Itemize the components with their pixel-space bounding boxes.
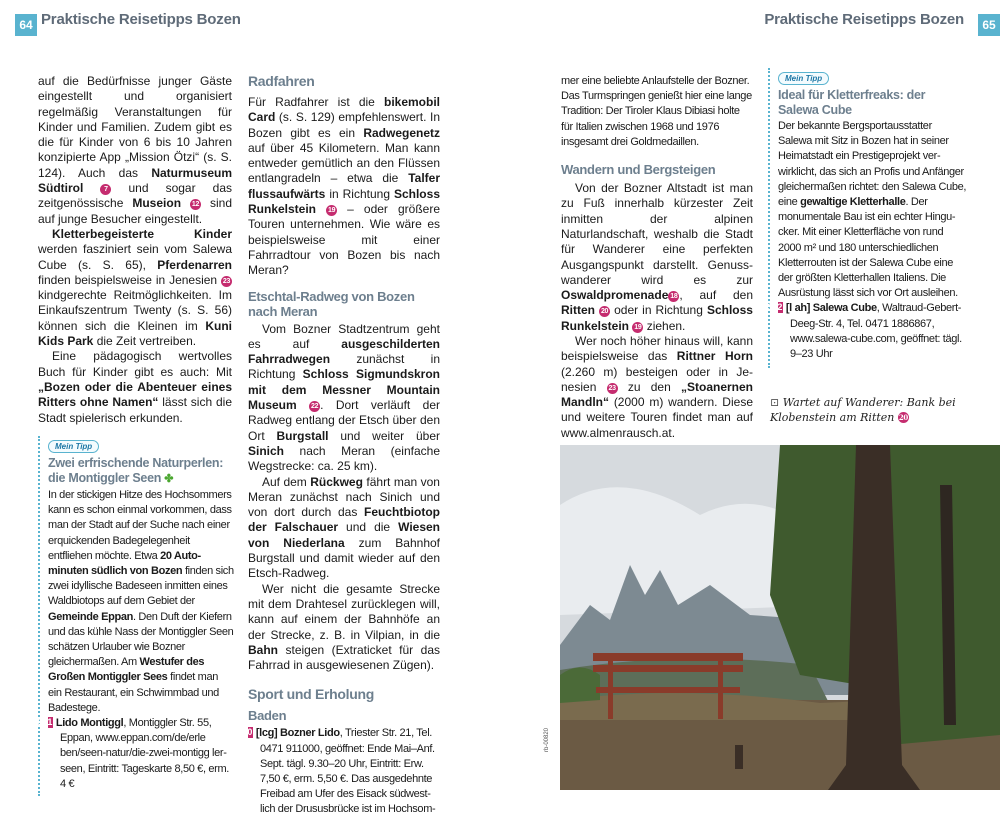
mein-tipp-box-montiggl (38, 436, 234, 796)
kids-paragraph-3: Eine pädagogisch wertvolles Buch für Kinder gibt es auch: Mit „Bozen oder die Abenteuer eines Ritters ohne Namen“ lässt sich die Stadt spielerisch erkunden. (38, 349, 233, 425)
mein-tipp-badge: Mein Tipp (778, 72, 829, 85)
wandern-paragraph-1: Von der Bozner Altstadt ist man zu Fuß innerhalb kürzester Zeit inmitten der alpinen Naturlandschaft, weshalb die Stadt für Wanderer eine perfekten Ausgangspunkt darstellt. Genusswanderer wird es zur Oswaldpromenade 18 , auf den Ritten 20 oder in Richtung Schloss Runkelstein 19 ziehen. (561, 181, 753, 333)
etschtal-paragraph-3: Wer nicht die gesamte Strecke mit dem Drahtesel zurücklegen will, kann auf einem der Bahnhöfe an der Strecke, z. B. in Vilpian, in die Bahn steigen (Extraticket für das Fahrrad in ausgewiesenen Zügen). (248, 581, 440, 673)
mein-tipp-badge: Mein Tipp (48, 440, 99, 453)
tip-text: In der stickigen Hitze des Hochsommers kann es schon einmal vorkommen, dass man der Stadt auf der Suche nach einer erquickenden Badegelegenheit entfliehen möchte. Etwa 20 Autominuten südlich von Bozen finden sich zwei idyllische Badeseen inmitten eines Waldbiotops auf dem Gebiet der Gemeinde Eppan. Den Duft der Kiefern und das kühle Nass der Montiggler Seen schätzen Urlauber wie Bozner gleichermaßen. Am Westufer des Großen Montiggler Sees findet man ein Restaurant, ein Schwimmbad und Badestege. (48, 489, 234, 714)
photo-caption-icon: ⊡ (770, 396, 780, 409)
heading-radfahren: Radfahren (248, 73, 315, 89)
left-page (0, 0, 500, 816)
photo-shrub (560, 668, 600, 704)
listing-tag[interactable]: S50 (237, 727, 253, 738)
tip-title: Ideal für Kletterfreaks: der Salewa Cube (778, 88, 926, 117)
map-ref-19[interactable]: 19 (634, 323, 642, 331)
listing-tag[interactable]: S52 (767, 302, 783, 313)
photo-caption: ⊡ Wartet auf Wanderer: Bank bei Klobenstein am Ritten 20 (770, 396, 956, 424)
radfahren-paragraph: Für Radfahrer ist die bikemobil Card (s. S. 129) empfehlenswert. In Bozen gibt es ein Radwegenetz auf über 45 Kilometern. Man kann entweder gemütlich an den Flüssen entlangradeln – etwa die Talfer flussaufwärts in Richtung Schloss Runkelstein 19 – oder größere Touren unternehmen. Wie wäre es beispielsweise mit einer Fahrradtour von Bozen bis nach Meran? (248, 95, 440, 278)
map-ref-7[interactable]: 7 (100, 184, 111, 195)
tip-title: Zwei erfrischende Naturperlen: die Montiggler Seen ✤ (48, 456, 224, 485)
mein-tipp-box-salewa (768, 68, 968, 368)
lido-continuation: mer eine beliebte Anlaufstelle der Bozner. Das Turmspringen genießt hier eine lange Tradition: Der Tiroler Klaus Dibiasi holte für Italien zwischen 1968 und 1976 insgesamt drei Goldmedaillen. (561, 75, 752, 148)
map-ref-12[interactable]: 12 (191, 201, 200, 209)
map-ref-20[interactable]: 20 (898, 413, 908, 422)
listing-tag[interactable]: S51 (37, 717, 53, 728)
clover-icon: ✤ (164, 472, 174, 485)
left-column-1 (38, 74, 232, 426)
map-ref-20[interactable]: 20 (600, 308, 609, 316)
wandern-paragraph-2: Wer noch höher hinaus will, kann beispielsweise das Rittner Horn (2.260 m) besteigen oder in Jenesien 23 zu den „Stoanernen Mandln“ (2000 m) wandern. Diese und weitere Touren findet man auf www.almenrausch.at. (561, 333, 753, 440)
heading-etschtal: Etschtal-Radweg von Bozen nach Meran (248, 288, 415, 319)
etschtal-paragraph-1: Vom Bozner Stadtzentrum geht es auf ausgeschilderten Fahrradwegen zunächst in Richtung Schloss Sigmundskron mit dem Messner Mountain Museum 22 . Dort verläuft der Radweg entlang der Etsch über den Ort Burgstall und weiter über Sinich nach Meran (einfache Wegstrecke: ca. 25 km). (248, 321, 440, 474)
running-head: Praktische Reisetipps Bozen (41, 11, 241, 28)
listing-52: S52 [l ah] Salewa Cube, Waltraud-Gebert-Deeg-Str. 4, Tel. 0471 1886867, www.salewa-cube.com, geöffnet: tägl. 9–23 Uhr (767, 302, 962, 361)
page-number: 64 (15, 14, 37, 36)
heading-baden: Baden (248, 708, 287, 724)
listing-51: S51 Lido Montiggl, Montiggler Str. 55, Eppan, www.eppan.com/de/erle ben/seen-natur/die-zwei-montigg ler-seen, Eintritt: Tageskarte 8,50 €, erm. 4 € (37, 717, 229, 790)
map-ref-23[interactable]: 23 (608, 384, 616, 392)
etschtal-paragraph-2: Auf dem Rückweg fährt man von Meran zunächst nach Sinich und von dort durch das Feuchtbiotop der Falschauer und die Wiesen von Niederlana zum Bahnhof Burgstall und damit wieder auf den Etsch-Radweg. (248, 474, 440, 581)
left-column-2 (237, 73, 440, 818)
listing-50: S50 [lcg] Bozner Lido, Triester Str. 21, Tel. 0471 911000, geöffnet: Ende Mai–Anf. Sept. tägl. 9.30–20 Uhr, Eintritt: Erw. 7,50 €, erm. 5,50 €. Das ausgedehnte Freibad am Ufer des Eisack südwestlich der Drususbrücke ist im Hochsom- (237, 727, 436, 816)
photo-credit: rb-00820 (544, 727, 550, 752)
heading-wandern: Wandern und Bergsteigen (561, 162, 716, 178)
map-ref-18[interactable]: 18 (670, 293, 678, 301)
bench-photo-illustration (560, 445, 1000, 790)
right-column-1 (561, 74, 753, 441)
running-head: Praktische Reisetipps Bozen (764, 11, 964, 28)
bench-photo (560, 445, 1000, 790)
map-ref-22[interactable]: 22 (311, 403, 319, 411)
tip-text: Der bekannte Bergsportausstatter Salewa mit Sitz in Bozen hat in seiner Heimatstadt ein Prestigeprojekt verwirklicht, das sich an Profis und Anfänger gleichermaßen richtet: den Salewa Cube, eine gewaltige Kletterhalle. Der monumentale Bau ist ein echter Hingucker. Mit einer Kletterfläche von rund 2000 m² und 180 unterschiedlichen Kletterrouten ist der Salewa Cube eine der größten Kletterhallen Italiens. Die Ausrüstung lässt sich vor Ort ausleihen. (778, 120, 967, 300)
map-ref-23[interactable]: 23 (222, 277, 231, 285)
map-ref-19[interactable]: 19 (328, 207, 336, 215)
kids-paragraph-2: Kletterbegeisterte Kinder werden fasziniert sein vom Salewa Cube (s. S. 65), Pferdenarren finden beispielsweise in Jenesien 23 kindgerechte Reitmöglichkeiten. Im Einkaufszentrum Twenty (s. S. 56) können sich die Kleinen im Kuni Kids Park die Zeit vertreiben. (38, 226, 232, 349)
kids-paragraph-1: auf die Bedürfnisse junger Gäste eingestellt und organisiert regelmäßig Veranstaltungen für Kinder und Familien. Zudem gibt es die für Kinder von 6 bis 10 Jahren konzipierte App „Mission Ötzi“ (s. S. 124). Auch das Naturmuseum Südtirol 7 und sogar das zeitgenössische Museion 12 sind auf junge Besucher eingestellt. (38, 74, 232, 226)
page-number: 65 (978, 14, 1000, 36)
photo-stump (735, 745, 743, 769)
heading-sport: Sport und Erholung (248, 686, 375, 703)
right-page (500, 0, 1000, 800)
